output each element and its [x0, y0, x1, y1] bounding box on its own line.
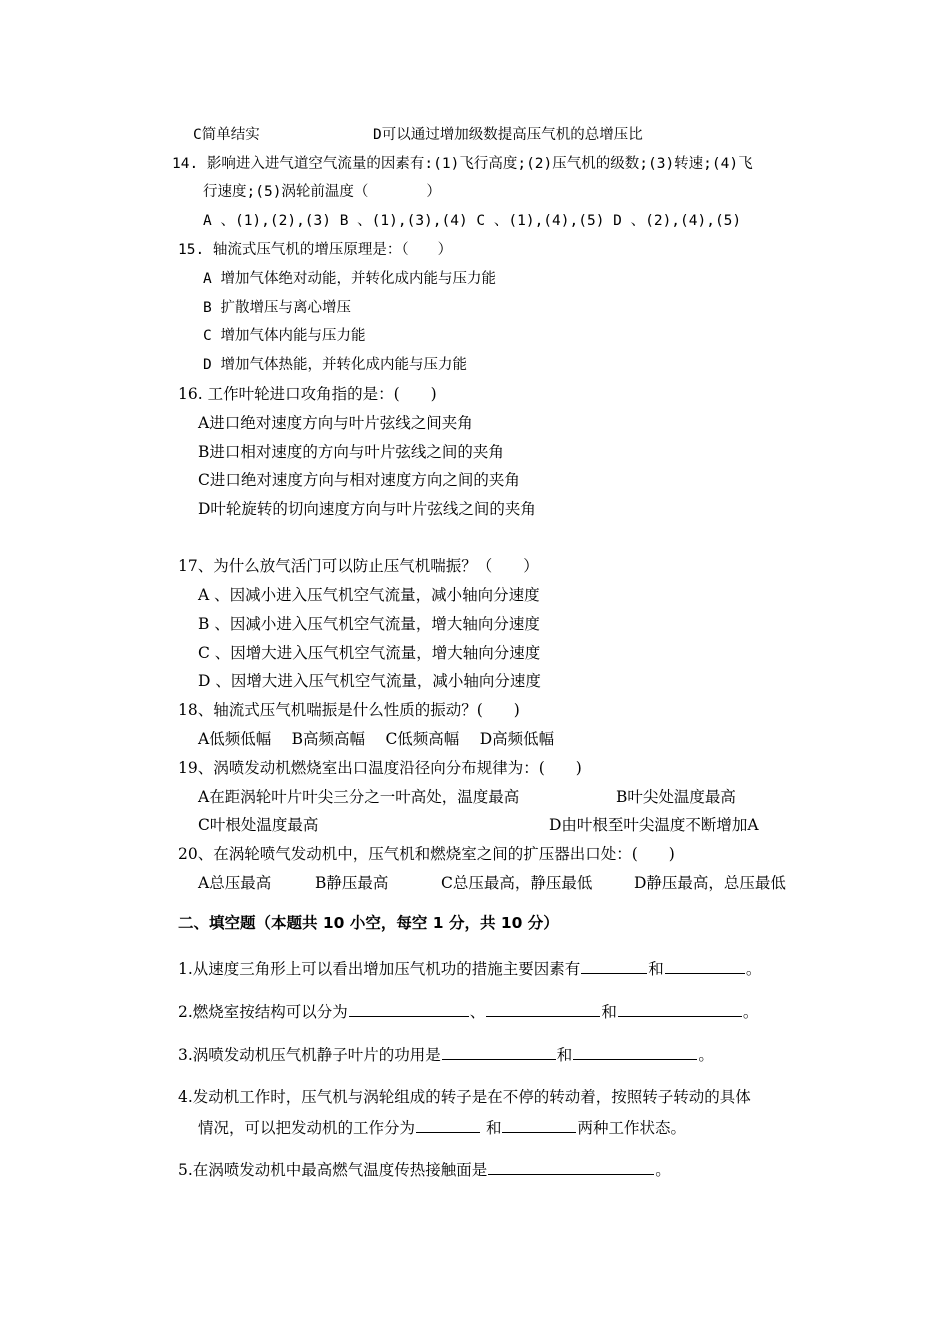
fill-1-text: 1.从速度三角形上可以看出增加压气机功的措施主要因素有 — [178, 960, 581, 978]
fill-3-blank-2[interactable] — [573, 1044, 697, 1060]
fill-4-and: 和 — [481, 1119, 502, 1137]
fill-2-blank-3[interactable] — [618, 1001, 742, 1017]
q13-option-d: D可以通过增加级数提高压气机的总增压比 — [373, 127, 643, 143]
fill-1-blank-2[interactable] — [665, 958, 745, 974]
fill-1-end: 。 — [745, 960, 762, 978]
q19-option-c: C叶根处温度最高 — [198, 816, 319, 834]
fill-question-3 — [178, 1044, 714, 1065]
q18-stem: 18、轴流式压气机喘振是什么性质的振动？( ) — [178, 701, 520, 719]
q19-option-d: D由叶根至叶尖温度不断增加A — [549, 816, 759, 834]
fill-4-blank-2[interactable] — [502, 1117, 576, 1133]
q14-stem-line1: 14. 影响进入进气道空气流量的因素有:(1)飞行高度;(2)压气机的级数;(3)转速;(4)飞 — [172, 156, 753, 172]
q20-option-a: A总压最高 — [198, 874, 272, 892]
q16-stem: 16. 工作叶轮进口攻角指的是：( ) — [178, 385, 437, 403]
q20-option-b: B静压最高 — [315, 874, 389, 892]
q15-option-a: A 增加气体绝对动能，并转化成内能与压力能 — [203, 271, 496, 287]
fill-question-2 — [178, 1001, 758, 1022]
fill-2-sep: 、 — [469, 1003, 486, 1021]
fill-2-blank-1[interactable] — [349, 1001, 469, 1017]
q18-options: A低频低幅 B高频高幅 C低频高幅 D高频低幅 — [198, 730, 555, 748]
q17-stem: 17、为什么放气活门可以防止压气机喘振？（ ） — [178, 557, 539, 575]
fill-2-and: 和 — [601, 1003, 617, 1021]
q17-option-c: C 、因增大进入压气机空气流量，增大轴向分速度 — [198, 644, 541, 662]
q15-option-c: C 增加气体内能与压力能 — [203, 328, 366, 344]
q17-option-d: D 、因增大进入压气机空气流量，减小轴向分速度 — [198, 672, 541, 690]
q19-option-b: B叶尖处温度最高 — [616, 788, 736, 806]
fill-3-text: 3.涡喷发动机压气机静子叶片的功用是 — [178, 1046, 441, 1064]
q16-option-c: C进口绝对速度方向与相对速度方向之间的夹角 — [198, 471, 520, 489]
fill-4-end: 两种工作状态。 — [577, 1119, 686, 1137]
q20-option-c: C总压最高，静压最低 — [441, 874, 593, 892]
fill-4-blank-1[interactable] — [416, 1117, 480, 1133]
q17-option-a: A 、因减小进入压气机空气流量，减小轴向分速度 — [198, 586, 540, 604]
fill-3-end: 。 — [698, 1046, 714, 1064]
q16-option-a: A进口绝对速度方向与叶片弦线之间夹角 — [198, 414, 473, 432]
fill-3-and: 和 — [556, 1046, 573, 1064]
q16-option-b: B进口相对速度的方向与叶片弦线之间的夹角 — [198, 443, 504, 461]
q20-stem: 20、在涡轮喷气发动机中，压气机和燃烧室之间的扩压器出口处：( ) — [178, 845, 675, 863]
q14-options: A 、(1),(2),(3) B 、(1),(3),(4) C 、(1),(4),(5) D 、(2),(4),(5) — [203, 213, 742, 229]
section-fill-in-title: 二、填空题（本题共 10 小空，每空 1 分，共 10 分） — [178, 914, 559, 932]
q19-option-a: A在距涡轮叶片叶尖三分之一叶高处，温度最高 — [198, 788, 520, 806]
q13-option-c: C简单结实 — [193, 127, 260, 143]
fill-1-and: 和 — [648, 960, 664, 978]
q19-stem: 19、涡喷发动机燃烧室出口温度沿径向分布规律为：( ) — [178, 759, 582, 777]
fill-5-blank-1[interactable] — [488, 1159, 654, 1175]
fill-2-text: 2.燃烧室按结构可以分为 — [178, 1003, 348, 1021]
fill-3-blank-1[interactable] — [442, 1044, 556, 1060]
q15-stem: 15. 轴流式压气机的增压原理是：（ ） — [178, 242, 453, 258]
q16-option-d: D叶轮旋转的切向速度方向与叶片弦线之间的夹角 — [198, 500, 536, 518]
q14-stem-line2: 行速度;(5)涡轮前温度（ ） — [203, 184, 441, 200]
fill-4-text: 情况，可以把发动机的工作分为 — [198, 1119, 416, 1137]
fill-5-end: 。 — [655, 1161, 671, 1179]
fill-question-5 — [178, 1159, 671, 1180]
fill-1-blank-1[interactable] — [581, 958, 647, 974]
q17-option-b: B 、因减小进入压气机空气流量，增大轴向分速度 — [198, 615, 540, 633]
q15-option-b: B 扩散增压与离心增压 — [203, 300, 351, 316]
fill-2-end: 。 — [742, 1003, 759, 1021]
q15-option-d: D 增加气体热能，并转化成内能与压力能 — [203, 357, 467, 373]
fill-question-1 — [178, 958, 761, 979]
fill-question-4-line1: 4.发动机工作时，压气机与涡轮组成的转子是在不停的转动着，按照转子转动的具体 — [178, 1088, 751, 1106]
q20-option-d: D静压最高，总压最低 — [634, 874, 786, 892]
fill-2-blank-2[interactable] — [486, 1001, 600, 1017]
fill-5-text: 5.在涡喷发动机中最高燃气温度传热接触面是 — [178, 1161, 488, 1179]
fill-question-4-line2 — [198, 1117, 686, 1138]
